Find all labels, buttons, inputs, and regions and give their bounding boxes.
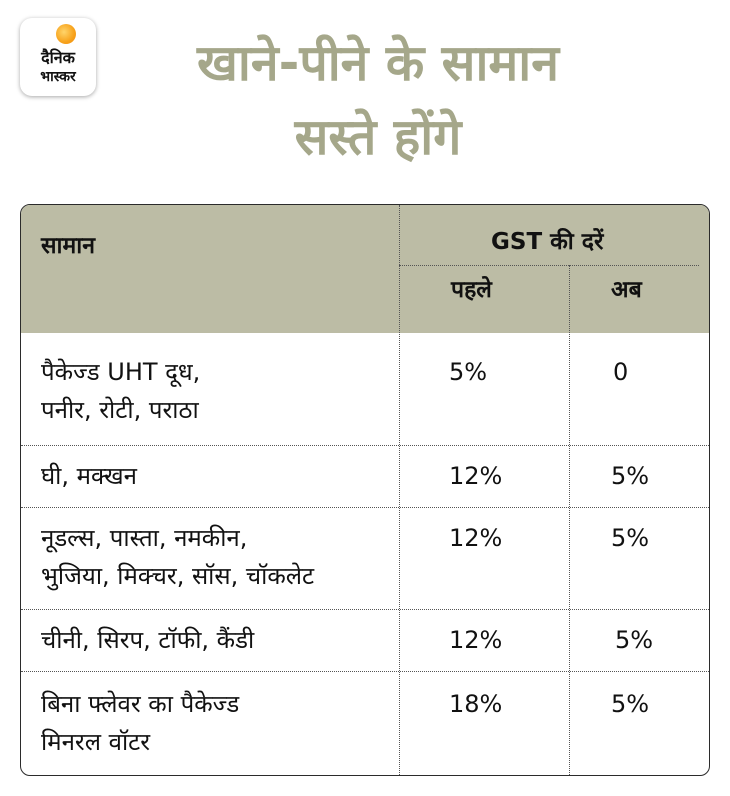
page-title (118, 26, 638, 174)
row-divider (21, 609, 709, 610)
row-rate-before: 5% (449, 358, 488, 386)
row-item: घी, मक्खन (41, 462, 137, 490)
row-item: नूडल्स, पास्ता, नमकीन, भुजिया, मिक्चर, सॉस, चॉकलेट (41, 524, 315, 590)
row-item: पैकेज्ड UHT दूध, पनीर, रोटी, पराठा (41, 358, 201, 424)
logo-line1: दैनिक (41, 48, 75, 67)
row-rate-now: 5% (615, 626, 654, 654)
row-rate-before: 12% (449, 462, 503, 490)
column-divider (569, 265, 570, 775)
row-item: बिना फ्लेवर का पैकेज्ड मिनरल वॉटर (41, 690, 240, 756)
header-divider (399, 265, 699, 266)
dainik-bhaskar-logo (20, 18, 96, 96)
header-before: पहले (451, 277, 492, 303)
table-header (21, 205, 709, 333)
row-rate-before: 12% (449, 524, 503, 552)
row-divider (21, 507, 709, 508)
gst-rates-table (20, 204, 710, 776)
row-rate-now: 5% (611, 524, 650, 552)
row-rate-now: 5% (611, 462, 650, 490)
logo-line2: भास्कर (40, 69, 76, 85)
sun-icon (56, 24, 76, 44)
row-divider (21, 671, 709, 672)
row-item: चीनी, सिरप, टॉफी, कैंडी (41, 626, 255, 654)
title-line1: खाने-पीने के सामान (196, 34, 560, 92)
column-divider (399, 205, 400, 775)
header-item: सामान (41, 233, 95, 259)
header-gst-rates: GST की दरें (491, 229, 604, 255)
header-now: अब (611, 277, 642, 303)
row-divider (21, 445, 709, 446)
row-rate-before: 18% (449, 690, 503, 718)
row-rate-now: 5% (611, 690, 650, 718)
title-line2: सस्ते होंगे (294, 108, 462, 166)
row-rate-before: 12% (449, 626, 503, 654)
row-rate-now: 0 (613, 358, 629, 386)
